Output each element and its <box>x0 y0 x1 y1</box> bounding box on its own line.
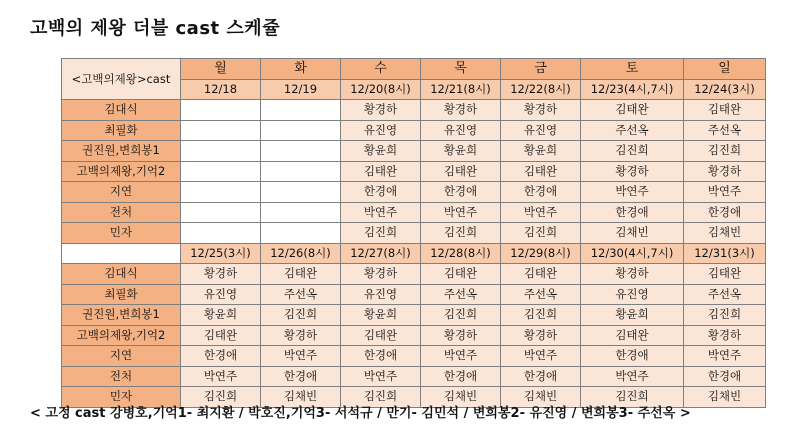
table-row <box>62 120 766 141</box>
table-row <box>62 284 766 305</box>
cast-cell: 유진영 <box>341 120 421 141</box>
cast-cell: 황경하 <box>421 100 501 121</box>
cast-cell: 유진영 <box>421 120 501 141</box>
date-header: 12/21(8시) <box>421 79 501 100</box>
table-row <box>62 100 766 121</box>
cast-cell: 황경하 <box>684 325 766 346</box>
role-name: 민자 <box>62 223 181 244</box>
cast-cell: 박연주 <box>421 202 501 223</box>
date-header: 12/26(8시) <box>261 243 341 264</box>
role-name: 최필화 <box>62 284 181 305</box>
cast-cell: 김진희 <box>421 223 501 244</box>
role-name: 지연 <box>62 346 181 367</box>
cast-cell: 한경애 <box>341 346 421 367</box>
role-name: 민자 <box>62 387 181 408</box>
date-header: 12/30(4시,7시) <box>581 243 684 264</box>
empty-cell <box>181 223 261 244</box>
cast-cell: 유진영 <box>581 284 684 305</box>
table-row <box>62 141 766 162</box>
role-name: 고백의제왕,기억2 <box>62 325 181 346</box>
cast-cell: 김진희 <box>581 141 684 162</box>
cast-cell: 한경애 <box>421 182 501 203</box>
cast-cell: 박연주 <box>421 346 501 367</box>
cast-cell: 한경애 <box>684 202 766 223</box>
date-header: 12/19 <box>261 79 341 100</box>
day-header: 토 <box>581 59 684 80</box>
table-row <box>62 264 766 285</box>
cast-cell: 박연주 <box>581 182 684 203</box>
date-header: 12/31(3시) <box>684 243 766 264</box>
empty-cell <box>261 182 341 203</box>
table-row <box>62 182 766 203</box>
role-name: 전처 <box>62 202 181 223</box>
cast-cell: 황경하 <box>501 100 581 121</box>
role-name: 권진원,변희봉1 <box>62 141 181 162</box>
table-row <box>62 305 766 326</box>
date-header: 12/18 <box>181 79 261 100</box>
date-header: 12/25(3시) <box>181 243 261 264</box>
cast-cell: 황경하 <box>341 264 421 285</box>
role-name: 전처 <box>62 366 181 387</box>
cast-cell: 황경하 <box>261 325 341 346</box>
day-header-row <box>62 59 766 80</box>
fixed-cast-note: < 고정 cast 강병호,기억1- 최지환 / 박호진,기억3- 서석규 / 만기- 김민석 / 변희봉2- 유진영 / 변희봉3- 주선옥 > <box>30 406 691 421</box>
cast-cell: 황경하 <box>684 161 766 182</box>
cast-cell: 박연주 <box>181 366 261 387</box>
cast-cell: 한경애 <box>501 366 581 387</box>
role-name: 최필화 <box>62 120 181 141</box>
cast-cell: 김태완 <box>501 161 581 182</box>
cast-cell: 김진희 <box>341 223 421 244</box>
table-row <box>62 161 766 182</box>
cast-cell: 김진희 <box>181 387 261 408</box>
cast-cell: 김진희 <box>421 305 501 326</box>
cast-cell: 박연주 <box>501 346 581 367</box>
day-header: 화 <box>261 59 341 80</box>
cast-cell: 김진희 <box>341 387 421 408</box>
empty-cell <box>261 223 341 244</box>
cast-cell: 박연주 <box>581 366 684 387</box>
table-row <box>62 223 766 244</box>
cast-cell: 한경애 <box>684 366 766 387</box>
cast-cell: 김채빈 <box>684 387 766 408</box>
cast-cell: 황윤희 <box>581 305 684 326</box>
empty-cell <box>181 120 261 141</box>
cast-cell: 유진영 <box>181 284 261 305</box>
date-header: 12/27(8시) <box>341 243 421 264</box>
table-row <box>62 366 766 387</box>
cast-cell: 황윤희 <box>341 305 421 326</box>
cast-cell: 김채빈 <box>421 387 501 408</box>
role-name: 김대식 <box>62 100 181 121</box>
cast-cell: 김태완 <box>421 161 501 182</box>
cast-cell: 황윤희 <box>421 141 501 162</box>
cast-cell: 주선옥 <box>684 120 766 141</box>
cast-cell: 유진영 <box>501 120 581 141</box>
cast-cell: 김태완 <box>581 100 684 121</box>
table-row <box>62 346 766 367</box>
cast-cell: 김태완 <box>261 264 341 285</box>
day-header: 금 <box>501 59 581 80</box>
cast-cell: 김태완 <box>501 264 581 285</box>
cast-cell: 박연주 <box>341 366 421 387</box>
empty-cell <box>261 202 341 223</box>
role-name: 김대식 <box>62 264 181 285</box>
cast-cell: 박연주 <box>501 202 581 223</box>
cast-cell: 김진희 <box>581 387 684 408</box>
cast-cell: 김태완 <box>421 264 501 285</box>
cast-cell: 황윤희 <box>501 141 581 162</box>
cast-schedule-table <box>61 58 766 408</box>
empty-cell <box>181 202 261 223</box>
empty-cell <box>62 243 181 264</box>
role-name: 지연 <box>62 182 181 203</box>
schedule-body <box>62 59 766 408</box>
cast-cell: 주선옥 <box>684 284 766 305</box>
role-name: 권진원,변희봉1 <box>62 305 181 326</box>
date-header: 12/24(3시) <box>684 79 766 100</box>
schedule-title: 고백의 제왕 더블 cast 스케쥴 <box>30 18 281 39</box>
cast-cell: 김진희 <box>684 141 766 162</box>
cast-cell: 황윤희 <box>341 141 421 162</box>
date-header-row <box>62 243 766 264</box>
corner-label: <고백의제왕>cast <box>62 59 181 100</box>
cast-cell: 주선옥 <box>421 284 501 305</box>
cast-cell: 김태완 <box>684 100 766 121</box>
empty-cell <box>261 141 341 162</box>
cast-cell: 한경애 <box>581 346 684 367</box>
empty-cell <box>261 120 341 141</box>
date-header: 12/23(4시,7시) <box>581 79 684 100</box>
date-header: 12/29(8시) <box>501 243 581 264</box>
cast-cell: 박연주 <box>261 346 341 367</box>
cast-cell: 한경애 <box>421 366 501 387</box>
cast-cell: 유진영 <box>341 284 421 305</box>
cast-cell: 김채빈 <box>581 223 684 244</box>
cast-cell: 김진희 <box>261 305 341 326</box>
cast-cell: 황경하 <box>581 161 684 182</box>
cast-cell: 김진희 <box>501 305 581 326</box>
cast-cell: 박연주 <box>684 182 766 203</box>
cast-cell: 김태완 <box>581 325 684 346</box>
table-row <box>62 202 766 223</box>
cast-cell: 김채빈 <box>501 387 581 408</box>
cast-cell: 주선옥 <box>581 120 684 141</box>
role-name: 고백의제왕,기억2 <box>62 161 181 182</box>
table-row <box>62 325 766 346</box>
cast-cell: 김태완 <box>341 161 421 182</box>
cast-cell: 김채빈 <box>261 387 341 408</box>
cast-cell: 황경하 <box>181 264 261 285</box>
cast-cell: 황경하 <box>501 325 581 346</box>
cast-cell: 박연주 <box>684 346 766 367</box>
empty-cell <box>181 182 261 203</box>
cast-cell: 김태완 <box>341 325 421 346</box>
date-header: 12/28(8시) <box>421 243 501 264</box>
cast-cell: 한경애 <box>581 202 684 223</box>
cast-cell: 황경하 <box>581 264 684 285</box>
day-header: 목 <box>421 59 501 80</box>
date-header: 12/22(8시) <box>501 79 581 100</box>
cast-cell: 주선옥 <box>261 284 341 305</box>
cast-cell: 황윤희 <box>181 305 261 326</box>
date-header: 12/20(8시) <box>341 79 421 100</box>
empty-cell <box>181 141 261 162</box>
empty-cell <box>261 161 341 182</box>
cast-cell: 한경애 <box>181 346 261 367</box>
cast-cell: 한경애 <box>341 182 421 203</box>
day-header: 수 <box>341 59 421 80</box>
empty-cell <box>181 100 261 121</box>
empty-cell <box>181 161 261 182</box>
cast-cell: 김진희 <box>684 305 766 326</box>
cast-cell: 김진희 <box>501 223 581 244</box>
cast-cell: 황경하 <box>341 100 421 121</box>
cast-cell: 김채빈 <box>684 223 766 244</box>
cast-cell: 김태완 <box>684 264 766 285</box>
cast-cell: 한경애 <box>261 366 341 387</box>
cast-cell: 한경애 <box>501 182 581 203</box>
cast-cell: 박연주 <box>341 202 421 223</box>
day-header: 일 <box>684 59 766 80</box>
day-header: 월 <box>181 59 261 80</box>
cast-cell: 주선옥 <box>501 284 581 305</box>
cast-cell: 김태완 <box>181 325 261 346</box>
empty-cell <box>261 100 341 121</box>
cast-cell: 황경하 <box>421 325 501 346</box>
